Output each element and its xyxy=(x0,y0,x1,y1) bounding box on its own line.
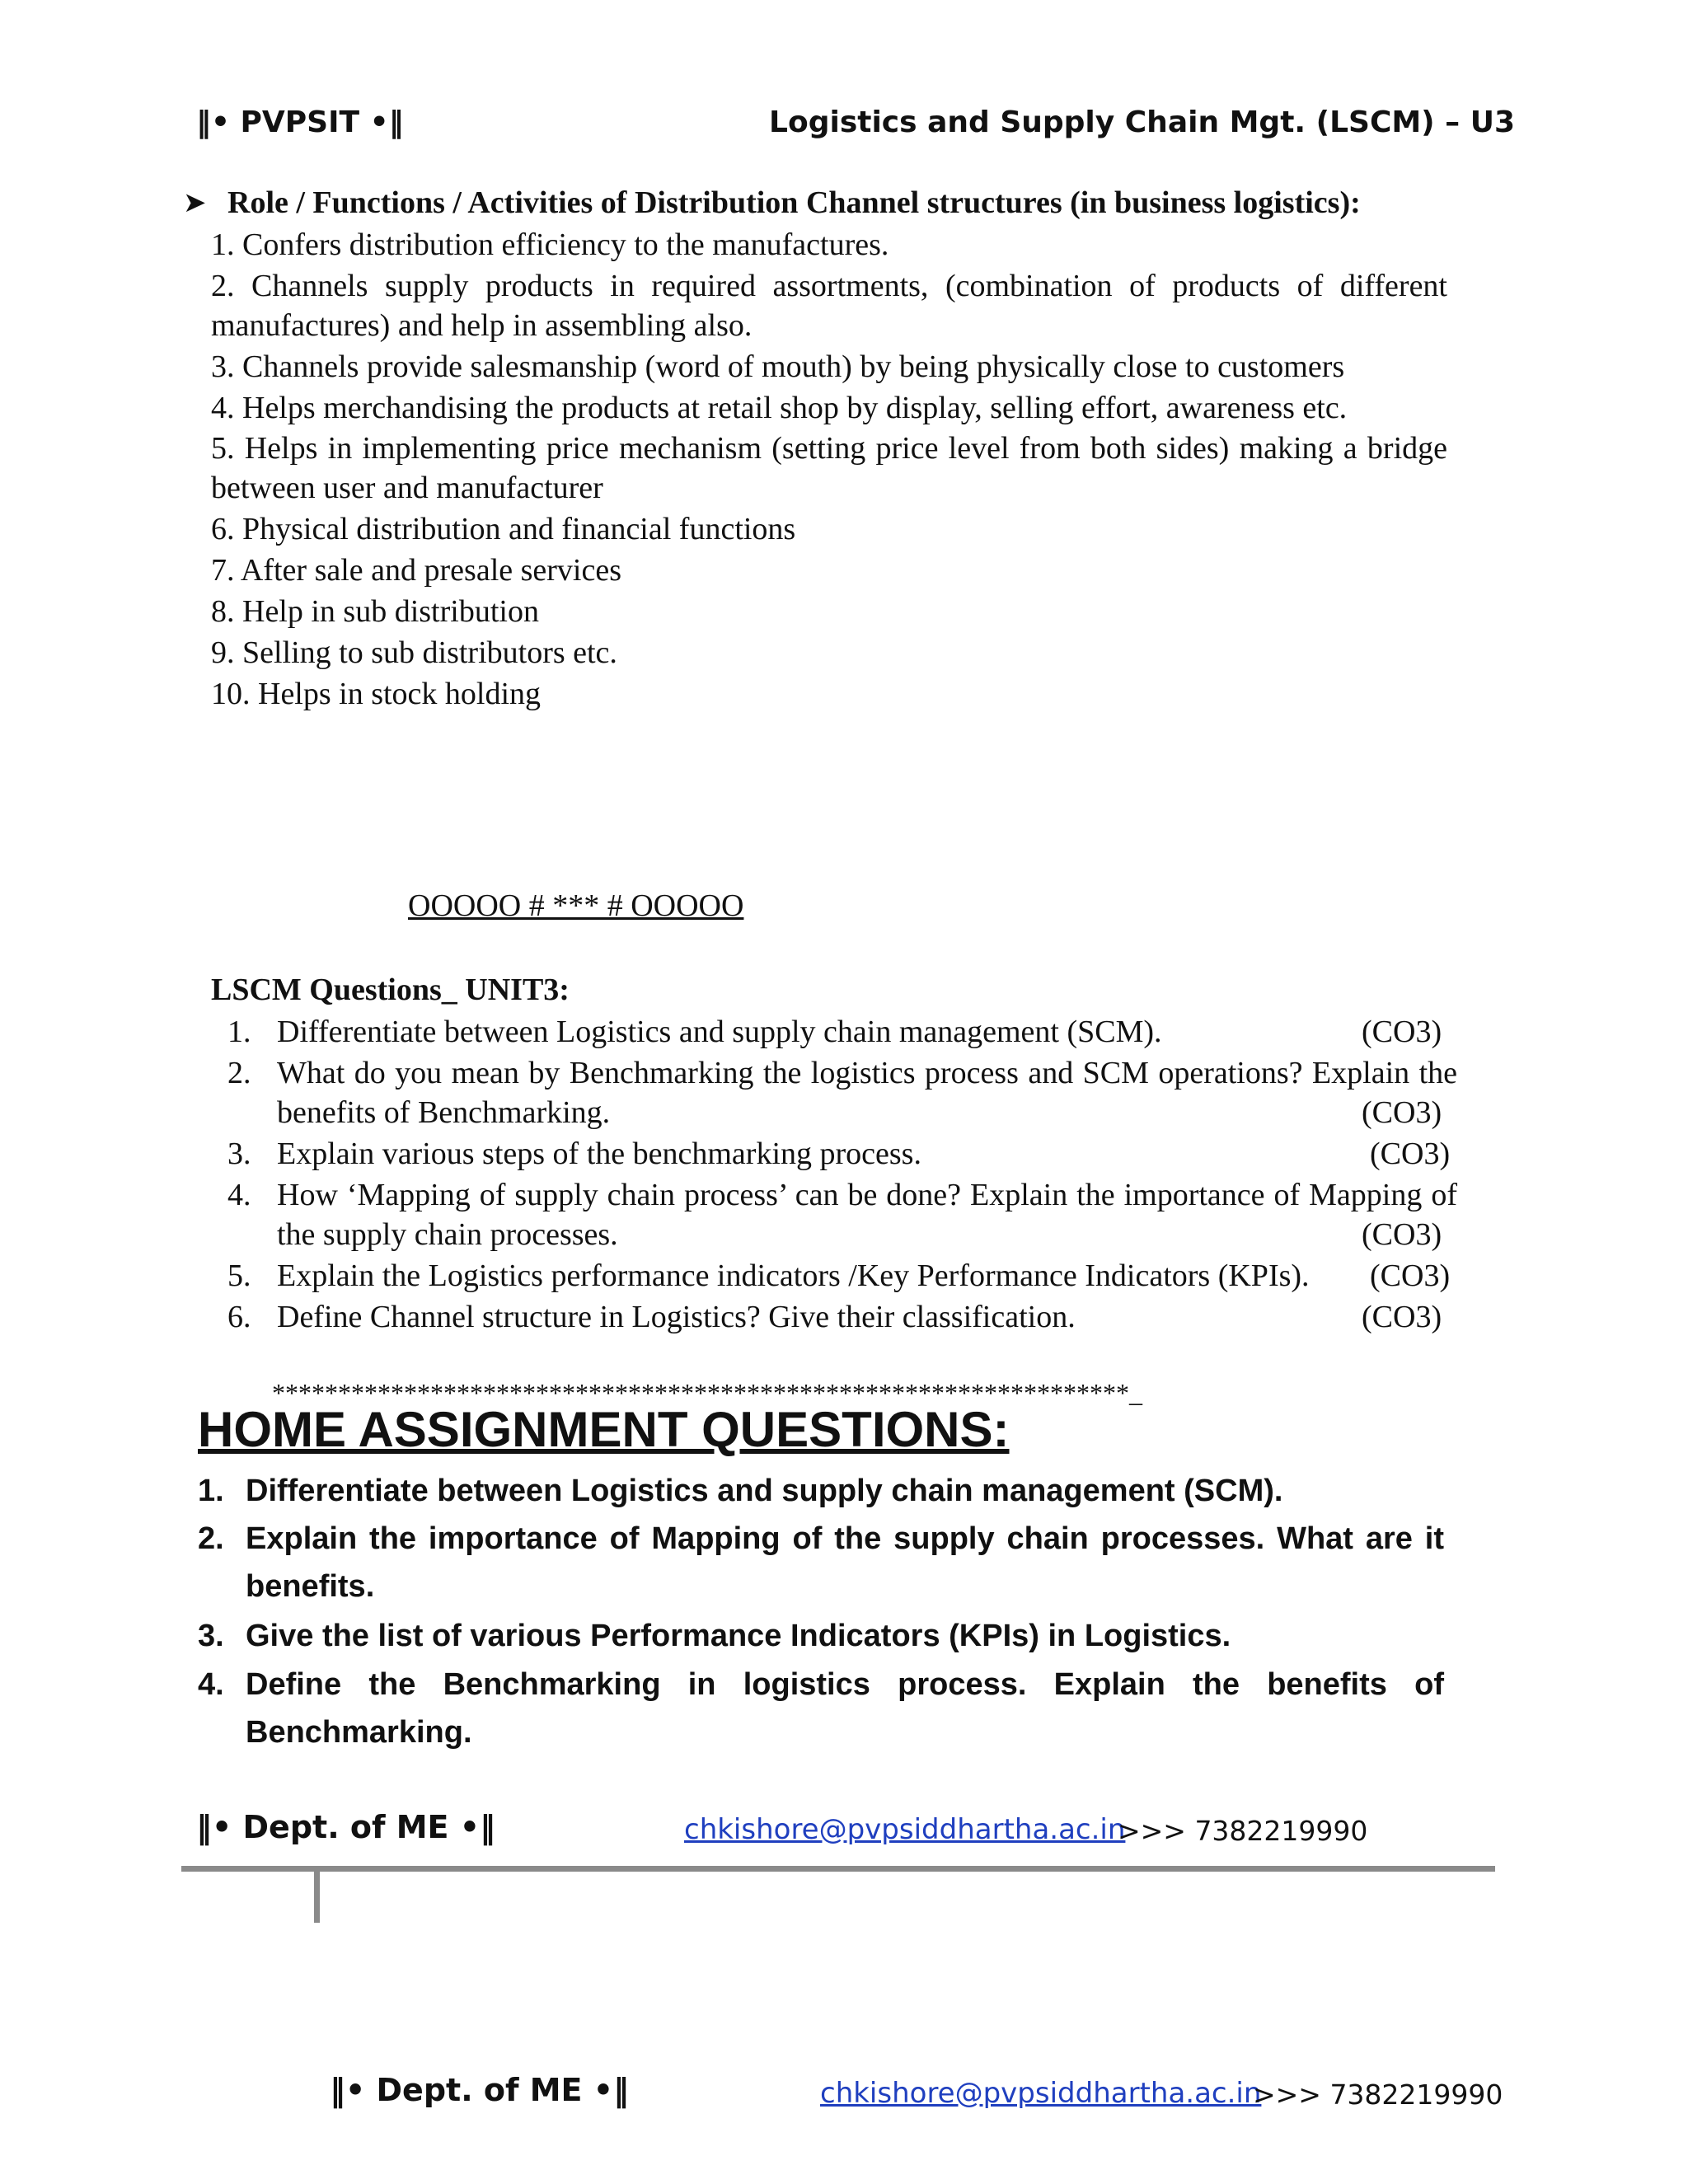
function-item: 5. Helps in implementing price mechanism (setting price level from both sides) making a bridge between user and manufacturer xyxy=(211,431,1447,505)
course-outcome-label: (CO3) xyxy=(1370,1137,1451,1171)
function-item: 10. Helps in stock holding xyxy=(211,677,542,711)
question-number: 3. xyxy=(227,1137,251,1171)
course-outcome-label: (CO3) xyxy=(1362,1300,1442,1334)
question-number: 1. xyxy=(227,1015,251,1049)
question-number: 6. xyxy=(227,1300,251,1334)
question-text: How ‘Mapping of supply chain process’ can be done? Explain the importance of Mapping of the supply chain processes. xyxy=(277,1178,1457,1252)
footer-dept: ‖• Dept. of ME •‖ xyxy=(196,1809,496,1845)
assignment-number: 1. xyxy=(198,1474,224,1508)
function-item: 9. Selling to sub distributors etc. xyxy=(211,635,617,670)
function-item: 2. Channels supply products in required assortments, (combination of products of different manufactures) and help in assembling also. xyxy=(211,269,1447,343)
function-item: 7. After sale and presale services xyxy=(211,553,622,588)
assignment-text: Give the list of various Performance Indicators (KPIs) in Logistics. xyxy=(246,1619,1231,1653)
section-divider: OOOOO # *** # OOOOO xyxy=(408,888,744,923)
course-outcome-label: (CO3) xyxy=(1362,1217,1442,1252)
assignment-text: Explain the importance of Mapping of the supply chain processes. What are it benefits. xyxy=(246,1521,1444,1604)
assignment-text: Define the Benchmarking in logistics process. Explain the benefits of Benchmarking. xyxy=(246,1667,1444,1750)
function-item: 8. Help in sub distribution xyxy=(211,594,539,629)
question-text: Differentiate between Logistics and supply chain management (SCM). xyxy=(277,1015,1162,1049)
footer-rule xyxy=(181,1866,1495,1872)
question-number: 5. xyxy=(227,1258,251,1293)
star-separator: *****************************************************************_ xyxy=(272,1378,1142,1408)
page-footer-dept: ‖• Dept. of ME •‖ xyxy=(330,2072,630,2108)
question-text: Explain various steps of the benchmarking process. xyxy=(277,1137,921,1171)
page-footer-phone: >>> 7382219990 xyxy=(1253,2079,1503,2111)
course-outcome-label: (CO3) xyxy=(1362,1015,1442,1049)
assignment-text: Differentiate between Logistics and supply chain management (SCM). xyxy=(246,1474,1283,1508)
function-item: 6. Physical distribution and financial functions xyxy=(211,512,796,546)
header-left: ‖• PVPSIT •‖ xyxy=(196,105,404,139)
question-number: 4. xyxy=(227,1178,251,1212)
assignment-number: 4. xyxy=(198,1667,224,1702)
question-text: What do you mean by Benchmarking the logistics process and SCM operations? Explain the benefits of Benchmarking. xyxy=(277,1056,1457,1130)
assignment-number: 2. xyxy=(198,1521,224,1556)
footer-phone: >>> 7382219990 xyxy=(1118,1815,1368,1847)
question-text: Define Channel structure in Logistics? Give their classification. xyxy=(277,1300,1076,1334)
arrow-bullet-icon: ➤ xyxy=(183,188,207,218)
home-assignment-title: HOME ASSIGNMENT QUESTIONS: xyxy=(198,1402,1010,1457)
assignment-number: 3. xyxy=(198,1619,224,1653)
footer-email-link[interactable]: chkishore@pvpsiddhartha.ac.in xyxy=(684,1813,1126,1846)
question-number: 2. xyxy=(227,1056,251,1090)
function-item: 3. Channels provide salesmanship (word of mouth) by being physically close to customers xyxy=(211,349,1345,384)
page-footer-email-link[interactable]: chkishore@pvpsiddhartha.ac.in xyxy=(820,2077,1262,2110)
question-text: Explain the Logistics performance indicators /Key Performance Indicators (KPIs). xyxy=(277,1258,1310,1293)
course-outcome-label: (CO3) xyxy=(1370,1258,1451,1293)
function-item: 1. Confers distribution efficiency to the manufactures. xyxy=(211,227,889,262)
questions-title: LSCM Questions_ UNIT3: xyxy=(211,972,570,1007)
section-heading: Role / Functions / Activities of Distribution Channel structures (in business logistics): xyxy=(227,185,1361,220)
function-item: 4. Helps merchandising the products at retail shop by display, selling effort, awareness etc. xyxy=(211,391,1348,425)
header-title: Logistics and Supply Chain Mgt. (LSCM) – U3 xyxy=(769,105,1515,139)
footer-rule-tick xyxy=(314,1872,320,1923)
course-outcome-label: (CO3) xyxy=(1362,1095,1442,1130)
